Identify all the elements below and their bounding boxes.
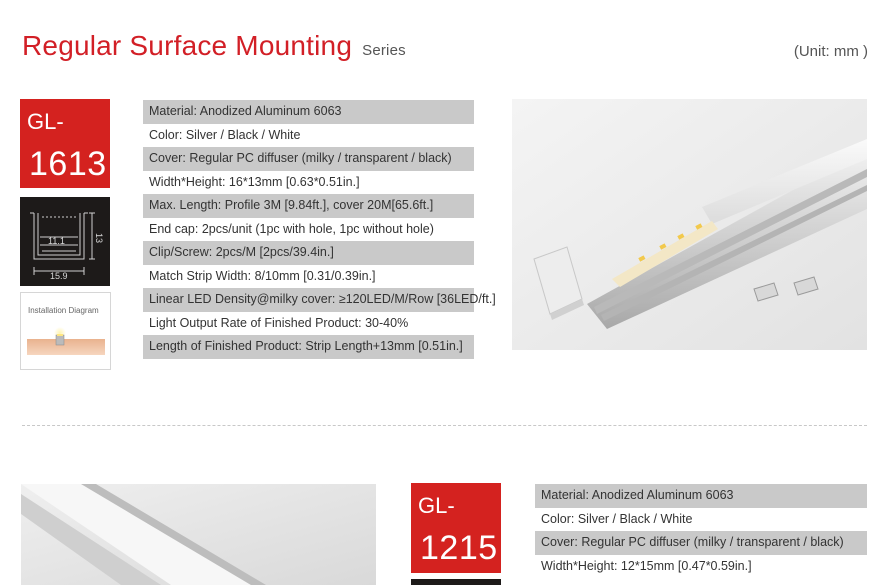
installation-diagram-label: Installation Diagram: [28, 306, 99, 315]
spec-row: [535, 508, 867, 532]
spec-label: Clip/Screw:: [149, 245, 213, 259]
spec-row: [143, 194, 474, 218]
spec-row: [143, 312, 474, 336]
spec-value: Anodized Aluminum 6063: [199, 104, 342, 118]
profile-dimension-diagram: [20, 197, 110, 286]
spec-row: [143, 241, 474, 265]
spec-label: Width*Height:: [541, 558, 618, 573]
spec-value: 16*13mm [0.63*0.51in.]: [228, 174, 360, 189]
product-code: 1613: [29, 145, 107, 183]
spec-label: Cover:: [541, 535, 578, 549]
spec-row: [143, 147, 474, 171]
spec-table-1215: [535, 484, 867, 578]
section-divider: [22, 425, 867, 426]
spec-value: 30-40%: [365, 315, 409, 330]
spec-row: [143, 288, 496, 312]
height-label: 13: [94, 233, 104, 244]
spec-value: 8/10mm [0.31/0.39in.]: [254, 268, 376, 283]
spec-label: Color:: [149, 127, 183, 142]
product-photo-1215: [21, 484, 376, 585]
profile-cross-section-drawing: [20, 197, 110, 286]
product-code-badge-1613: [20, 99, 110, 188]
spec-value: 2pcs/M [2pcs/39.4in.]: [215, 245, 334, 259]
spec-row: [143, 171, 474, 195]
spec-row: [535, 555, 867, 579]
product-photo-1613: [512, 99, 867, 350]
inner-width-label: 11.1: [48, 236, 65, 246]
series-title: Regular Surface Mounting: [22, 30, 353, 61]
code-prefix: GL-: [27, 109, 64, 134]
profile-dimension-diagram-2: [411, 579, 501, 585]
spec-value: Silver / Black / White: [185, 127, 301, 142]
series-label: Series: [362, 42, 406, 59]
spec-row: [143, 100, 474, 124]
unit-label: (Unit: mm ): [793, 43, 868, 60]
spec-label: Max. Length:: [149, 198, 222, 212]
spec-row: [143, 218, 474, 242]
spec-row: [143, 335, 474, 359]
product-code-badge-1215: [411, 483, 501, 573]
spec-label: Cover:: [149, 151, 186, 165]
spec-label: Width*Height:: [149, 174, 226, 189]
spec-value: Profile 3M [9.84ft.], cover 20M[65.6ft.]: [224, 198, 434, 212]
spec-row: [143, 265, 474, 289]
width-label: 15.9: [50, 271, 68, 281]
spec-label: Match Strip Width:: [149, 268, 252, 283]
spec-label: Material:: [541, 488, 589, 502]
spec-label: Linear LED Density@milky cover:: [149, 292, 336, 306]
spec-table-1613: [143, 100, 496, 359]
spec-label: Material:: [149, 104, 197, 118]
spec-value: 12*15mm [0.47*0.59in.]: [620, 558, 752, 573]
spec-value: Strip Length+13mm [0.51in.]: [305, 339, 463, 353]
spec-value: Silver / Black / White: [577, 511, 693, 526]
spec-value: ≥120LED/M/Row [36LED/ft.]: [338, 292, 496, 306]
spec-label: Color:: [541, 511, 575, 526]
installation-diagram: [20, 292, 111, 370]
spec-label: Light Output Rate of Finished Product:: [149, 315, 362, 330]
product-code: 1215: [420, 529, 498, 567]
spec-value: Anodized Aluminum 6063: [591, 488, 734, 502]
installation-illustration: [27, 327, 105, 357]
spec-value: Regular PC diffuser (milky / transparent / black): [189, 151, 452, 165]
spec-row: [535, 484, 867, 508]
spec-row: [535, 531, 867, 555]
aluminum-profile-illustration-2: [21, 484, 376, 585]
aluminum-profile-illustration: [512, 99, 867, 350]
spec-label: End cap:: [149, 221, 199, 236]
spec-row: [143, 124, 474, 148]
spec-value: 2pcs/unit (1pc with hole, 1pc without hole): [201, 221, 434, 236]
spec-value: Regular PC diffuser (milky / transparent / black): [581, 535, 844, 549]
page-title: [22, 30, 406, 62]
spec-label: Length of Finished Product:: [149, 339, 302, 353]
code-prefix: GL-: [418, 493, 455, 518]
